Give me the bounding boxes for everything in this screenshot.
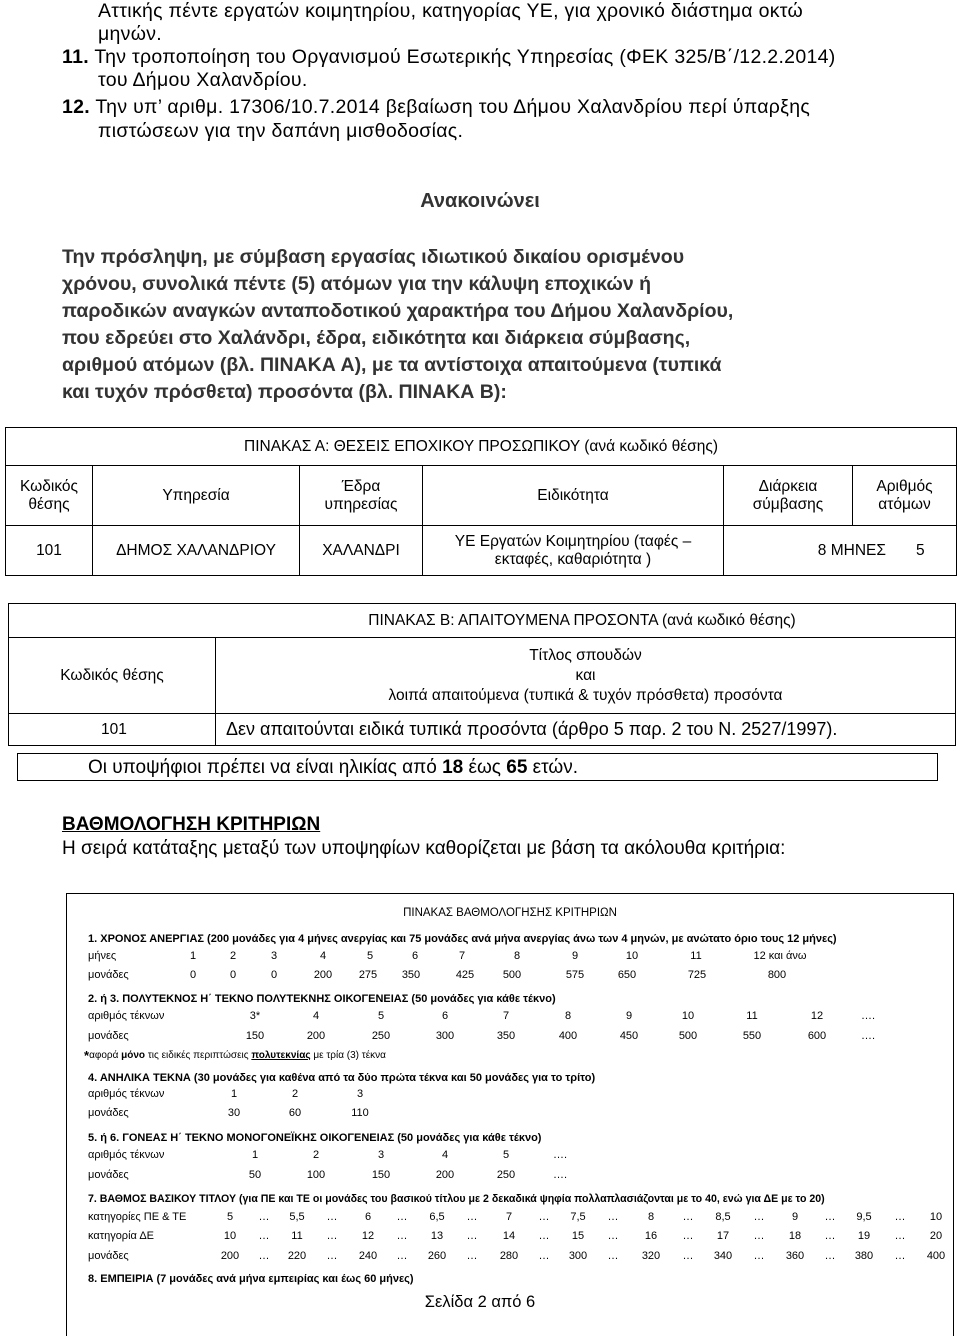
score-cell: … [396, 1211, 408, 1223]
score-cell: 400 [926, 1250, 946, 1262]
score-cell: 380 [854, 1250, 874, 1262]
table-b [8, 603, 956, 746]
score-cell: 200 [306, 1030, 326, 1042]
score-cell: … [682, 1230, 694, 1242]
score-cell: 240 [358, 1250, 378, 1262]
score-cell: 7,5 [570, 1211, 586, 1223]
score-cell: 20 [929, 1230, 943, 1242]
score-cell: 9 [791, 1211, 799, 1223]
score-cell: 11 [746, 1010, 758, 1022]
score-cell: … [824, 1230, 836, 1242]
score-cell: 30 [227, 1107, 241, 1119]
score-cell: 220 [287, 1250, 307, 1262]
score-cell: 10 [681, 1010, 695, 1022]
age-max: 65 [506, 757, 528, 778]
item-12-continuation: πιστώσεων για την δαπάνη μισθοδοσίας. [98, 120, 464, 142]
criterion-5-title: 5. ή 6. ΓΟΝΕΑΣ Η΄ ΤΕΚΝΟ ΜΟΝΟΓΟΝΕΪΚΗΣ ΟΙΚΟΓΕΝΕΙΑΣ (50 μονάδες για κάθε τέκνο) [88, 1132, 542, 1144]
table-b-code: 101 [9, 714, 216, 746]
score-cell: 3 [377, 1149, 385, 1161]
announcement-line: αριθμού ατόμων (βλ. ΠΙΝΑΚΑ Α), με τα αντίστοιχα απαιτούμενα (τυπικά [62, 354, 722, 376]
score-cell: … [894, 1230, 906, 1242]
score-cell: 280 [499, 1250, 519, 1262]
announcement-line: παροδικών αναγκών ανταποδοτικού χαρακτήρα του Δήμου Χαλανδρίου, [62, 300, 734, 322]
table-b-text: Δεν απαιτούνται ειδικά τυπικά προσόντα (άρθρο 5 παρ. 2 του Ν. 2527/1997). [216, 714, 956, 746]
score-cell: 200 [313, 969, 333, 981]
score-cell: 6 [411, 950, 419, 962]
score-cell: 50 [248, 1169, 262, 1181]
score-cell: 150 [371, 1169, 391, 1181]
score-cell: 450 [619, 1030, 639, 1042]
table-a-specialty: ΥΕ Εργατών Κοιμητηρίου (ταφές – εκταφές, καθαριότητα ) [423, 526, 724, 576]
score-cell: … [326, 1230, 338, 1242]
table-b-title: ΠΙΝΑΚΑΣ Β: ΑΠΑΙΤΟΥΜΕΝΑ ΠΡΟΣΟΝΤΑ (ανά κωδικό θέσης) [9, 604, 956, 638]
score-cell: 200 [435, 1169, 455, 1181]
score-cell: 2 [229, 950, 237, 962]
item-12-number: 12. [62, 96, 91, 118]
criterion-4-title: 4. ΑΝΗΛΙΚΑ ΤΕΚΝΑ (30 μονάδες για καθένα από τα δύο πρώτα τέκνα και 50 μονάδες για το τρίτο) [88, 1072, 596, 1084]
score-cell: 13 [430, 1230, 444, 1242]
score-cell: 3 [270, 950, 278, 962]
score-cell: 1 [251, 1149, 259, 1161]
table-a-code: 101 [6, 526, 93, 576]
criterion-7-title: 7. ΒΑΘΜΟΣ ΒΑΣΙΚΟΥ ΤΙΤΛΟΥ (για ΠΕ και ΤΕ οι μονάδες του βασικού τίτλου με 2 δεκαδικά ψηφία πολλαπλασιάζονται με το 40, ενώ για ΔΕ με το 20) [88, 1193, 825, 1205]
score-cell: 9 [625, 1010, 633, 1022]
score-cell: 360 [785, 1250, 805, 1262]
score-cell: 340 [713, 1250, 733, 1262]
score-cell: 260 [427, 1250, 447, 1262]
score-cell: 11 [690, 950, 702, 962]
score-cell: 6,5 [429, 1211, 445, 1223]
intro-line-1: Αττικής πέντε εργατών κοιμητηρίου, κατηγορίας ΥΕ, για χρονικό διάστημα οκτώ [98, 0, 804, 22]
score-cell: 100 [306, 1169, 326, 1181]
announcement-line: που εδρεύει στο Χαλάνδρι, έδρα, ειδικότητα και διάρκεια σύμβασης, [62, 327, 691, 349]
score-cell: 500 [502, 969, 522, 981]
table-a-header-duration: Διάρκεια σύμβασης [724, 466, 853, 526]
score-cell: … [682, 1211, 694, 1223]
score-cell: … [466, 1211, 478, 1223]
announcement-line: χρόνου, συνολικά πέντε (5) ατόμων για την κάλυψη εποχικών ή [62, 273, 651, 295]
score-cell: 0 [270, 969, 278, 981]
score-cell: 12 και άνω [753, 950, 807, 962]
score-cell: 7 [505, 1211, 513, 1223]
table-a-duration: 8 ΜΗΝΕΣ [724, 526, 914, 576]
score-cell: 3 [356, 1088, 364, 1100]
score-cell: … [326, 1250, 338, 1262]
score-cell: 600 [807, 1030, 827, 1042]
announce-heading: Ανακοινώνει [420, 190, 540, 212]
item-11-continuation: του Δήμου Χαλανδρίου. [98, 69, 308, 91]
score-cell: 11 [291, 1230, 303, 1242]
table-a-header-specialty: Ειδικότητα [423, 466, 724, 526]
score-cell: 9,5 [856, 1211, 872, 1223]
age-min: 18 [442, 757, 464, 778]
score-cell: 350 [401, 969, 421, 981]
score-cell: 60 [288, 1107, 302, 1119]
item-12 [62, 96, 810, 119]
score-cell: 8 [647, 1211, 655, 1223]
score-cell: 5 [226, 1211, 234, 1223]
score-cell: … [753, 1230, 765, 1242]
score-cell: … [258, 1230, 270, 1242]
score-cell: 8 [513, 950, 521, 962]
scoring-heading: ΒΑΘΜΟΛΟΓΗΣΗ ΚΡΙΤΗΡΙΩΝ [62, 814, 321, 835]
score-cell: 1 [230, 1088, 238, 1100]
score-cell: 0 [229, 969, 237, 981]
table-a-count: 5 [914, 526, 957, 576]
table-a-header-seat: Έδρα υπηρεσίας [300, 466, 423, 526]
score-cell: … [538, 1230, 550, 1242]
score-cell: … [466, 1230, 478, 1242]
score-cell: 10 [929, 1211, 943, 1223]
criterion-2-title: 2. ή 3. ΠΟΛΥΤΕΚΝΟΣ Η΄ ΤΕΚΝΟ ΠΟΛΥΤΕΚΝΗΣ ΟΙΚΟΓΕΝΕΙΑΣ (50 μονάδες για κάθε τέκνο) [88, 993, 556, 1005]
score-cell: … [607, 1211, 619, 1223]
announcement-line: και τυχόν πρόσθετα) προσόντα (βλ. ΠΙΝΑΚΑ Β): [62, 381, 507, 403]
criterion-1-title: 1. ΧΡΟΝΟΣ ΑΝΕΡΓΙΑΣ (200 μονάδες για 4 μήνες ανεργίας και 75 μονάδες ανά μήνα ανεργίας άνω των 4 μηνών, με ανώτατο όριο τους 12 μήνες) [88, 933, 837, 945]
score-cell: … [753, 1250, 765, 1262]
score-cell: 4 [319, 950, 327, 962]
table-a-seat: ΧΑΛΑΝΔΡΙ [300, 526, 423, 576]
score-cell: … [326, 1211, 338, 1223]
score-cell: 17 [716, 1230, 730, 1242]
table-a-header-row [6, 466, 957, 526]
score-cell: 725 [687, 969, 707, 981]
score-cell: … [894, 1250, 906, 1262]
score-cell: 1 [189, 950, 197, 962]
score-cell: … [682, 1250, 694, 1262]
score-cell: 6 [441, 1010, 449, 1022]
item-11-number: 11. [62, 46, 89, 68]
score-cell: 2 [291, 1088, 299, 1100]
score-cell: 4 [312, 1010, 320, 1022]
score-cell: 300 [568, 1250, 588, 1262]
score-cell: … [538, 1211, 550, 1223]
table-row [9, 714, 956, 746]
score-cell: 10 [223, 1230, 237, 1242]
table-a [5, 427, 957, 576]
score-cell: … [894, 1211, 906, 1223]
score-cell: 320 [641, 1250, 661, 1262]
score-cell: 0 [189, 969, 197, 981]
score-cell: 350 [496, 1030, 516, 1042]
score-cell: 2 [312, 1149, 320, 1161]
score-cell: …. [552, 1149, 568, 1161]
table-a-header-service: Υπηρεσία [93, 466, 300, 526]
table-b-header-code: Κωδικός θέσης [9, 638, 216, 714]
score-cell: …. [860, 1010, 876, 1022]
score-cell: 18 [788, 1230, 802, 1242]
score-cell: 12 [810, 1010, 824, 1022]
score-cell: 8 [564, 1010, 572, 1022]
table-b-header-quals: Τίτλος σπουδών και λοιπά απαιτούμενα (τυπικά & τυχόν πρόσθετα) προσόντα [216, 638, 956, 714]
score-cell: 15 [571, 1230, 585, 1242]
criterion-8-title: 8. ΕΜΠΕΙΡΙΑ (7 μονάδες ανά μήνα εμπειρίας και έως 60 μήνες) [88, 1273, 414, 1285]
item-11-text: Την τροποποίηση του Οργανισμού Εσωτερικής Υπηρεσίας (ΦΕΚ 325/Β΄/12.2.2014) [94, 46, 836, 68]
score-cell: … [824, 1211, 836, 1223]
score-cell: 6 [364, 1211, 372, 1223]
score-cell: 800 [767, 969, 787, 981]
announcement-paragraph [62, 244, 902, 406]
score-cell: … [824, 1250, 836, 1262]
score-cell: … [753, 1211, 765, 1223]
age-note: Οι υποψήφιοι πρέπει να είναι ηλικίας από 18 έως 65 ετών. [17, 753, 938, 781]
item-11 [62, 46, 836, 69]
score-cell: 7 [458, 950, 466, 962]
score-cell: 8,5 [715, 1211, 731, 1223]
table-a-header-count: Αριθμός ατόμων [853, 466, 957, 526]
score-cell: … [538, 1250, 550, 1262]
score-cell: 400 [558, 1030, 578, 1042]
score-cell: … [396, 1250, 408, 1262]
score-cell: 250 [496, 1169, 516, 1181]
score-cell: … [258, 1211, 270, 1223]
score-cell: 110 [351, 1107, 369, 1119]
score-cell: 200 [220, 1250, 240, 1262]
score-cell: … [607, 1250, 619, 1262]
scoring-table-title: ΠΙΝΑΚΑΣ ΒΑΘΜΟΛΟΓΗΣΗΣ ΚΡΙΤΗΡΙΩΝ [403, 907, 617, 919]
page-number: Σελίδα 2 από 6 [424, 1293, 536, 1311]
score-cell: 10 [625, 950, 639, 962]
score-cell: 14 [502, 1230, 516, 1242]
score-cell: 425 [455, 969, 475, 981]
table-a-service: ΔΗΜΟΣ ΧΑΛΑΝΔΡΙΟΥ [93, 526, 300, 576]
score-cell: 300 [435, 1030, 455, 1042]
score-cell: 5,5 [289, 1211, 305, 1223]
table-a-header-code: Κωδικός θέσης [6, 466, 93, 526]
c2-note: *αφορά μόνο τις ειδικές περιπτώσεις πολυτεκνίας με τρία (3) τέκνα [84, 1048, 386, 1063]
table-a-title: ΠΙΝΑΚΑΣ Α: ΘΕΣΕΙΣ ΕΠΟΧΙΚΟΥ ΠΡΟΣΩΠΙΚΟΥ (ανά κωδικό θέσης) [6, 428, 957, 466]
score-cell: 650 [617, 969, 637, 981]
score-cell: 5 [366, 950, 374, 962]
score-cell: … [396, 1230, 408, 1242]
score-cell: … [607, 1230, 619, 1242]
score-cell: 275 [358, 969, 378, 981]
score-cell: 16 [644, 1230, 658, 1242]
announcement-line: Την πρόσληψη, με σύμβαση εργασίας ιδιωτικού δικαίου ορισμένου [62, 246, 685, 268]
score-cell: 12 [361, 1230, 375, 1242]
score-cell: 4 [441, 1149, 449, 1161]
score-cell: 3* [249, 1010, 261, 1022]
score-cell: … [466, 1250, 478, 1262]
table-b-header-row [9, 638, 956, 714]
score-cell: 9 [571, 950, 579, 962]
score-cell: 250 [371, 1030, 391, 1042]
score-cell: 19 [857, 1230, 871, 1242]
score-cell: …. [552, 1169, 568, 1181]
score-cell: 550 [742, 1030, 762, 1042]
score-cell: …. [860, 1030, 876, 1042]
item-12-text: Την υπ’ αριθμ. 17306/10.7.2014 βεβαίωση του Δήμου Χαλανδρίου περί ύπαρξης [95, 96, 811, 118]
score-cell: 150 [245, 1030, 265, 1042]
scoring-intro: Η σειρά κατάταξης μεταξύ των υποψηφίων καθορίζεται με βάση τα ακόλουθα κριτήρια: [62, 838, 786, 859]
score-cell: 5 [377, 1010, 385, 1022]
table-row [6, 526, 957, 576]
intro-line-2: μηνών. [98, 23, 163, 45]
score-cell: 5 [502, 1149, 510, 1161]
score-cell: 500 [678, 1030, 698, 1042]
score-cell: 7 [502, 1010, 510, 1022]
score-cell: 575 [565, 969, 585, 981]
score-cell: … [258, 1250, 270, 1262]
